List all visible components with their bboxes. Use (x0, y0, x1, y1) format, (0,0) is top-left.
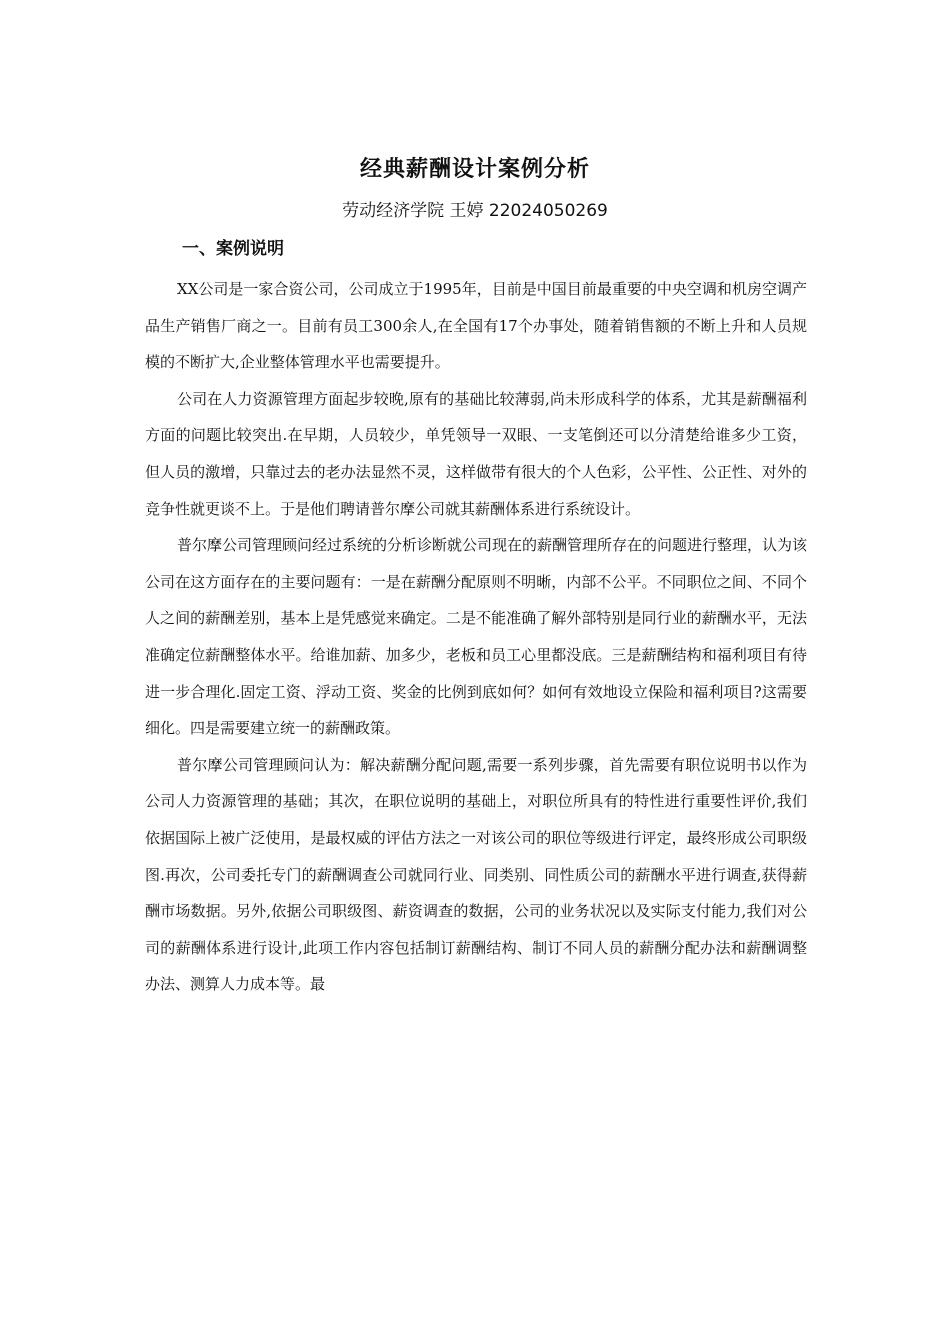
paragraph-3: 普尔摩公司管理顾问经过系统的分析诊断就公司现在的薪酬管理所存在的问题进行整理，认为该公司在这方面存在的主要问题有：一是在薪酬分配原则不明晰，内部不公平。不同职位之间、不同个人之间的薪酬差别，基本上是凭感觉来确定。二是不能准确了解外部特别是同行业的薪酬水平，无法准确定位薪酬整体水平。给谁加薪、加多少，老板和员工心里都没底。三是薪酬结构和福利项目有待进一步合理化.固定工资、浮动工资、奖金的比例到底如何？如何有效地设立保险和福利项目?这需要细化。四是需要建立统一的薪酬政策。 (145, 536, 808, 738)
author-line: 劳动经济学院 王婷 22024050269 (342, 201, 608, 221)
paragraph-1: XX公司是一家合资公司，公司成立于1995年，目前是中国目前最重要的中央空调和机房空调产品生产销售厂商之一。目前有员工300余人,在全国有17个办事处，随着销售额的不断上升和人员规模的不断扩大,企业整体管理水平也需要提升。 (145, 280, 807, 372)
paragraph-4: 普尔摩公司管理顾问认为：解决薪酬分配问题,需要一系列步骤，首先需要有职位说明书以作为公司人力资源管理的基础；其次，在职位说明的基础上，对职位所具有的特性进行重要性评价,我们依据国际上被广泛使用，是最权威的评估方法之一对该公司的职位等级进行评定，最终形成公司职级图.再次，公司委托专门的薪酬调查公司就同行业、同类别、同性质公司的薪酬水平进行调查,获得薪酬市场数据。另外,依据公司职级图、薪资调查的数据，公司的业务状况以及实际支付能力,我们对公司的薪酬体系进行设计,此项工作内容包括制订薪酬结构、制订不同人员的薪酬分配办法和薪酬调整办法、测算人力成本等。最 (145, 755, 807, 994)
document-body (145, 271, 807, 1003)
paragraph-2: 公司在人力资源管理方面起步较晚,原有的基础比较薄弱,尚未形成科学的体系，尤其是薪酬福利方面的问题比较突出.在早期，人员较少，单凭领导一双眼、一支笔倒还可以分清楚给谁多少工资，但人员的激增，只靠过去的老办法显然不灵，这样做带有很大的个人色彩，公平性、公正性、对外的竞争性就更谈不上。于是他们聘请普尔摩公司就其薪酬体系进行系统设计。 (145, 389, 807, 518)
document-title: 经典薪酬设计案例分析 (359, 157, 590, 182)
section-heading: 一、案例说明 (182, 239, 284, 259)
